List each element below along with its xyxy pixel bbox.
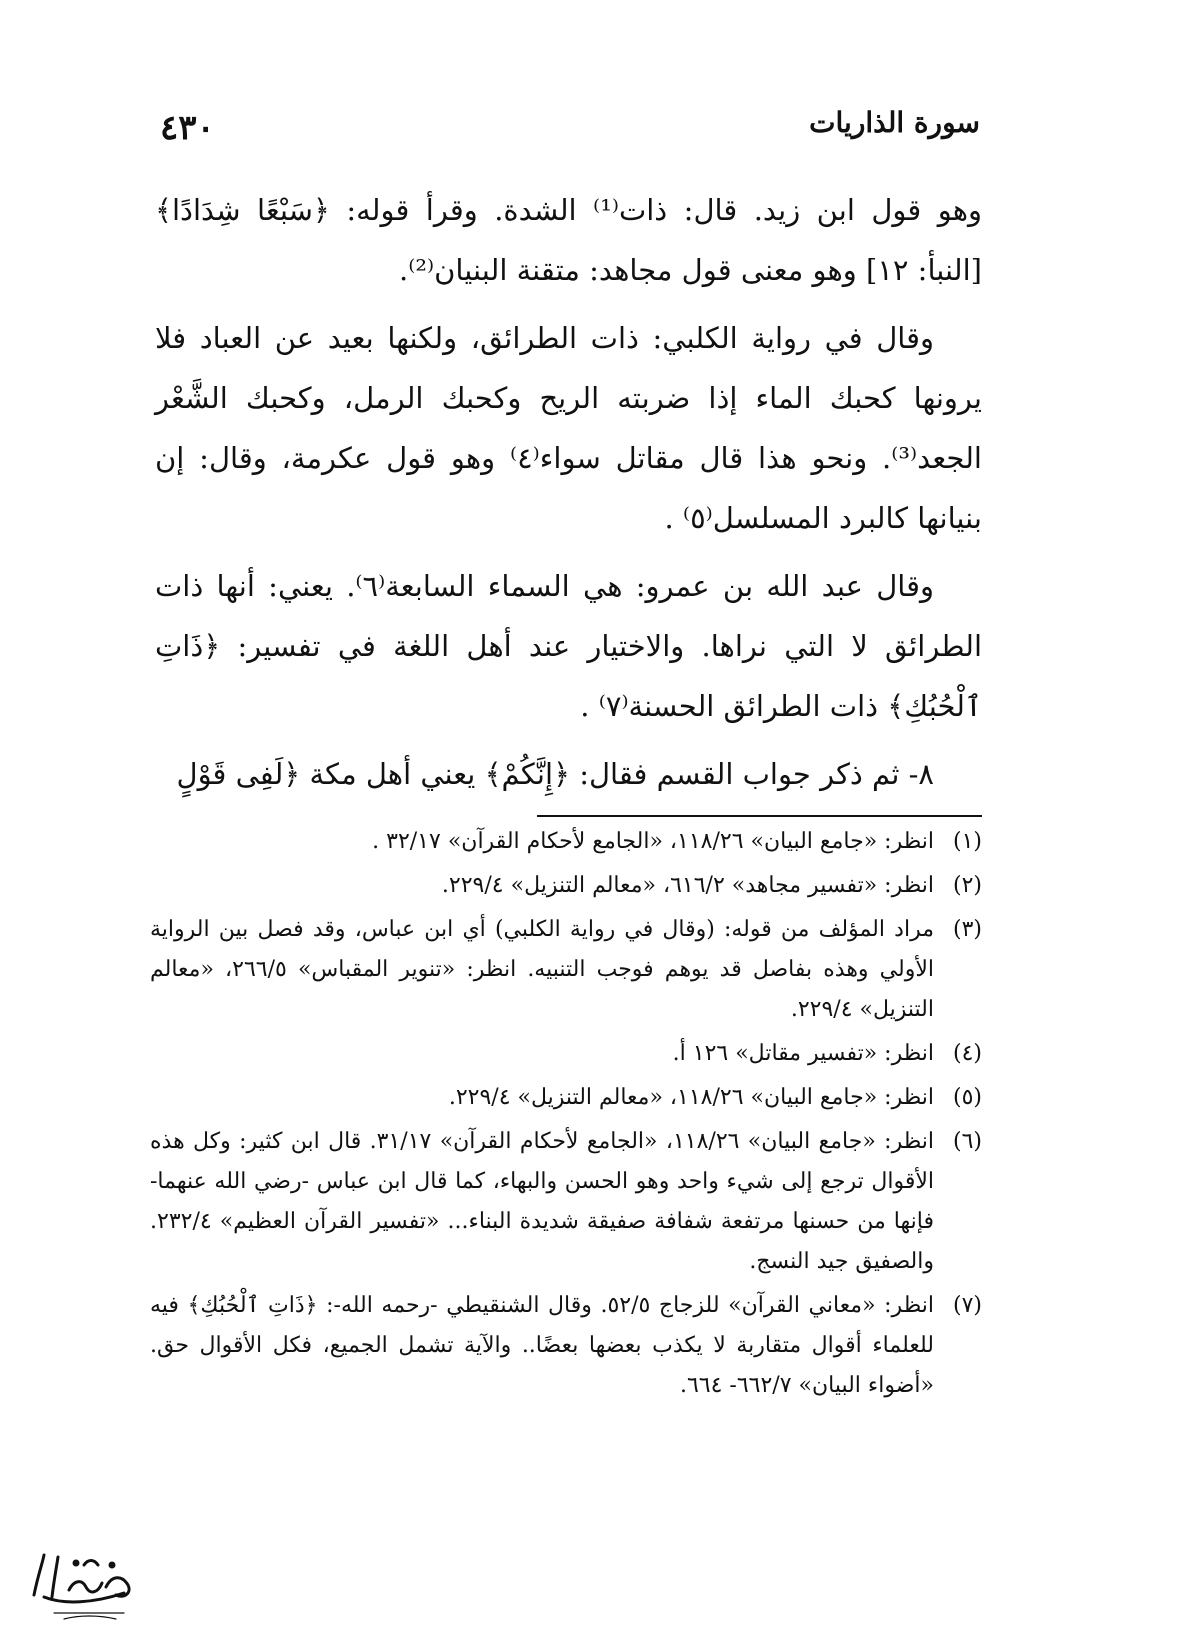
paragraph: وقال عبد الله بن عمرو: هي السماء السابعة⁽٦⁾. يعني: أنها ذات الطرائق لا التي نراها. والاختيار عند أهل اللغة في تفسير: ﴿ذَاتِ ٱلْحُبُكِ﴾ ذات الطرائق الحسنة⁽٧⁾ . <box>155 569 982 723</box>
paragraph: وقال في رواية الكلبي: ذات الطرائق، ولكنها بعيد عن العباد فلا يرونها كحبك الماء إذا ضربته الريح وكحبك الرمل، وكحبك الشَّعْر الجعد⁽³⁾. ونحو هذا قال مقاتل سواء⁽٤⁾ وهو قول عكرمة، وقال: إن بنيانها كالبرد المسلسل⁽٥⁾ . <box>155 321 982 535</box>
footnote-text: انظر: «تفسير مجاهد» ٦١٦/٢، «معالم التنزيل» ٢٢٩/٤. <box>441 873 934 898</box>
footnote <box>150 822 982 862</box>
footnote <box>150 1286 982 1406</box>
footnote-text: انظر: «جامع البيان» ١١٨/٢٦، «الجامع لأحكام القرآن» ٣١/١٧. قال ابن كثير: وكل هذه الأقوال ترجع إلى شيء واحد وهو الحسن والبهاء، كما قال ابن عباس -رضي الله عنهما- فإنها من حسنها مرتفعة شفافة صفيقة شديدة البناء... «تفسير القرآن العظيم» ٢٣٢/٤. والصفيق جيد النسج. <box>150 1129 934 1274</box>
footnotes <box>150 822 982 1410</box>
paragraph: وهو قول ابن زيد. قال: ذات⁽¹⁾ الشدة. وقرأ قوله: ﴿سَبْعًا شِدَادًا﴾ [النبأ: ١٢] وهو معنى قول مجاهد: متقنة البنيان⁽²⁾. <box>155 193 982 287</box>
page-number: ٤٣٠ <box>160 108 215 148</box>
footnote <box>150 866 982 906</box>
page-header <box>160 102 980 152</box>
footnote-text: انظر: «جامع البيان» ١١٨/٢٦، «معالم التنزيل» ٢٢٩/٤. <box>448 1085 934 1110</box>
footnote-number: (٦) <box>952 1129 982 1154</box>
library-stamp-logo <box>24 1535 144 1625</box>
footnote-text: انظر: «تفسير مقاتل» ١٢٦ أ. <box>672 1041 934 1066</box>
footnote-number: (٧) <box>952 1293 982 1318</box>
main-text <box>155 180 982 812</box>
footnote-number: (١) <box>952 829 982 854</box>
footnote-number: (٤) <box>952 1041 982 1066</box>
footnote <box>150 1078 982 1118</box>
footnote <box>150 1034 982 1074</box>
footnote-divider <box>537 815 982 817</box>
footnote-text: انظر: «معاني القرآن» للزجاج ٥٢/٥. وقال الشنقيطي -رحمه الله-: ﴿ذَاتِ ٱلْحُبُكِ﴾ فيه للعلماء أقوال متقاربة لا يكذب بعضها بعضًا.. والآية تشمل الجميع، فكل الأقوال حق. «أضواء البيان» ٦٦٢/٧- ٦٦٤. <box>150 1293 934 1398</box>
surah-title: سورة الذاريات <box>809 106 980 139</box>
footnote <box>150 1122 982 1282</box>
footnote-number: (٣) <box>952 917 982 942</box>
footnote-text: مراد المؤلف من قوله: (وقال في رواية الكلبي) أي ابن عباس، وقد فصل بين الرواية الأولي وهذه بفاصل قد يوهم فوجب التنبيه. انظر: «تنوير المقباس» ٢٦٦/٥، «معالم التنزيل» ٢٢٩/٤. <box>150 917 934 1022</box>
footnote-text: انظر: «جامع البيان» ١١٨/٢٦، «الجامع لأحكام القرآن» ٣٢/١٧ . <box>372 829 934 854</box>
footnote <box>150 910 982 1030</box>
footnote-number: (٥) <box>952 1085 982 1110</box>
paragraph: ٨- ثم ذكر جواب القسم فقال: ﴿إِنَّكُمْ﴾ يعني أهل مكة ﴿لَفِى قَوْلٍ <box>176 757 934 791</box>
footnote-number: (٢) <box>952 873 982 898</box>
